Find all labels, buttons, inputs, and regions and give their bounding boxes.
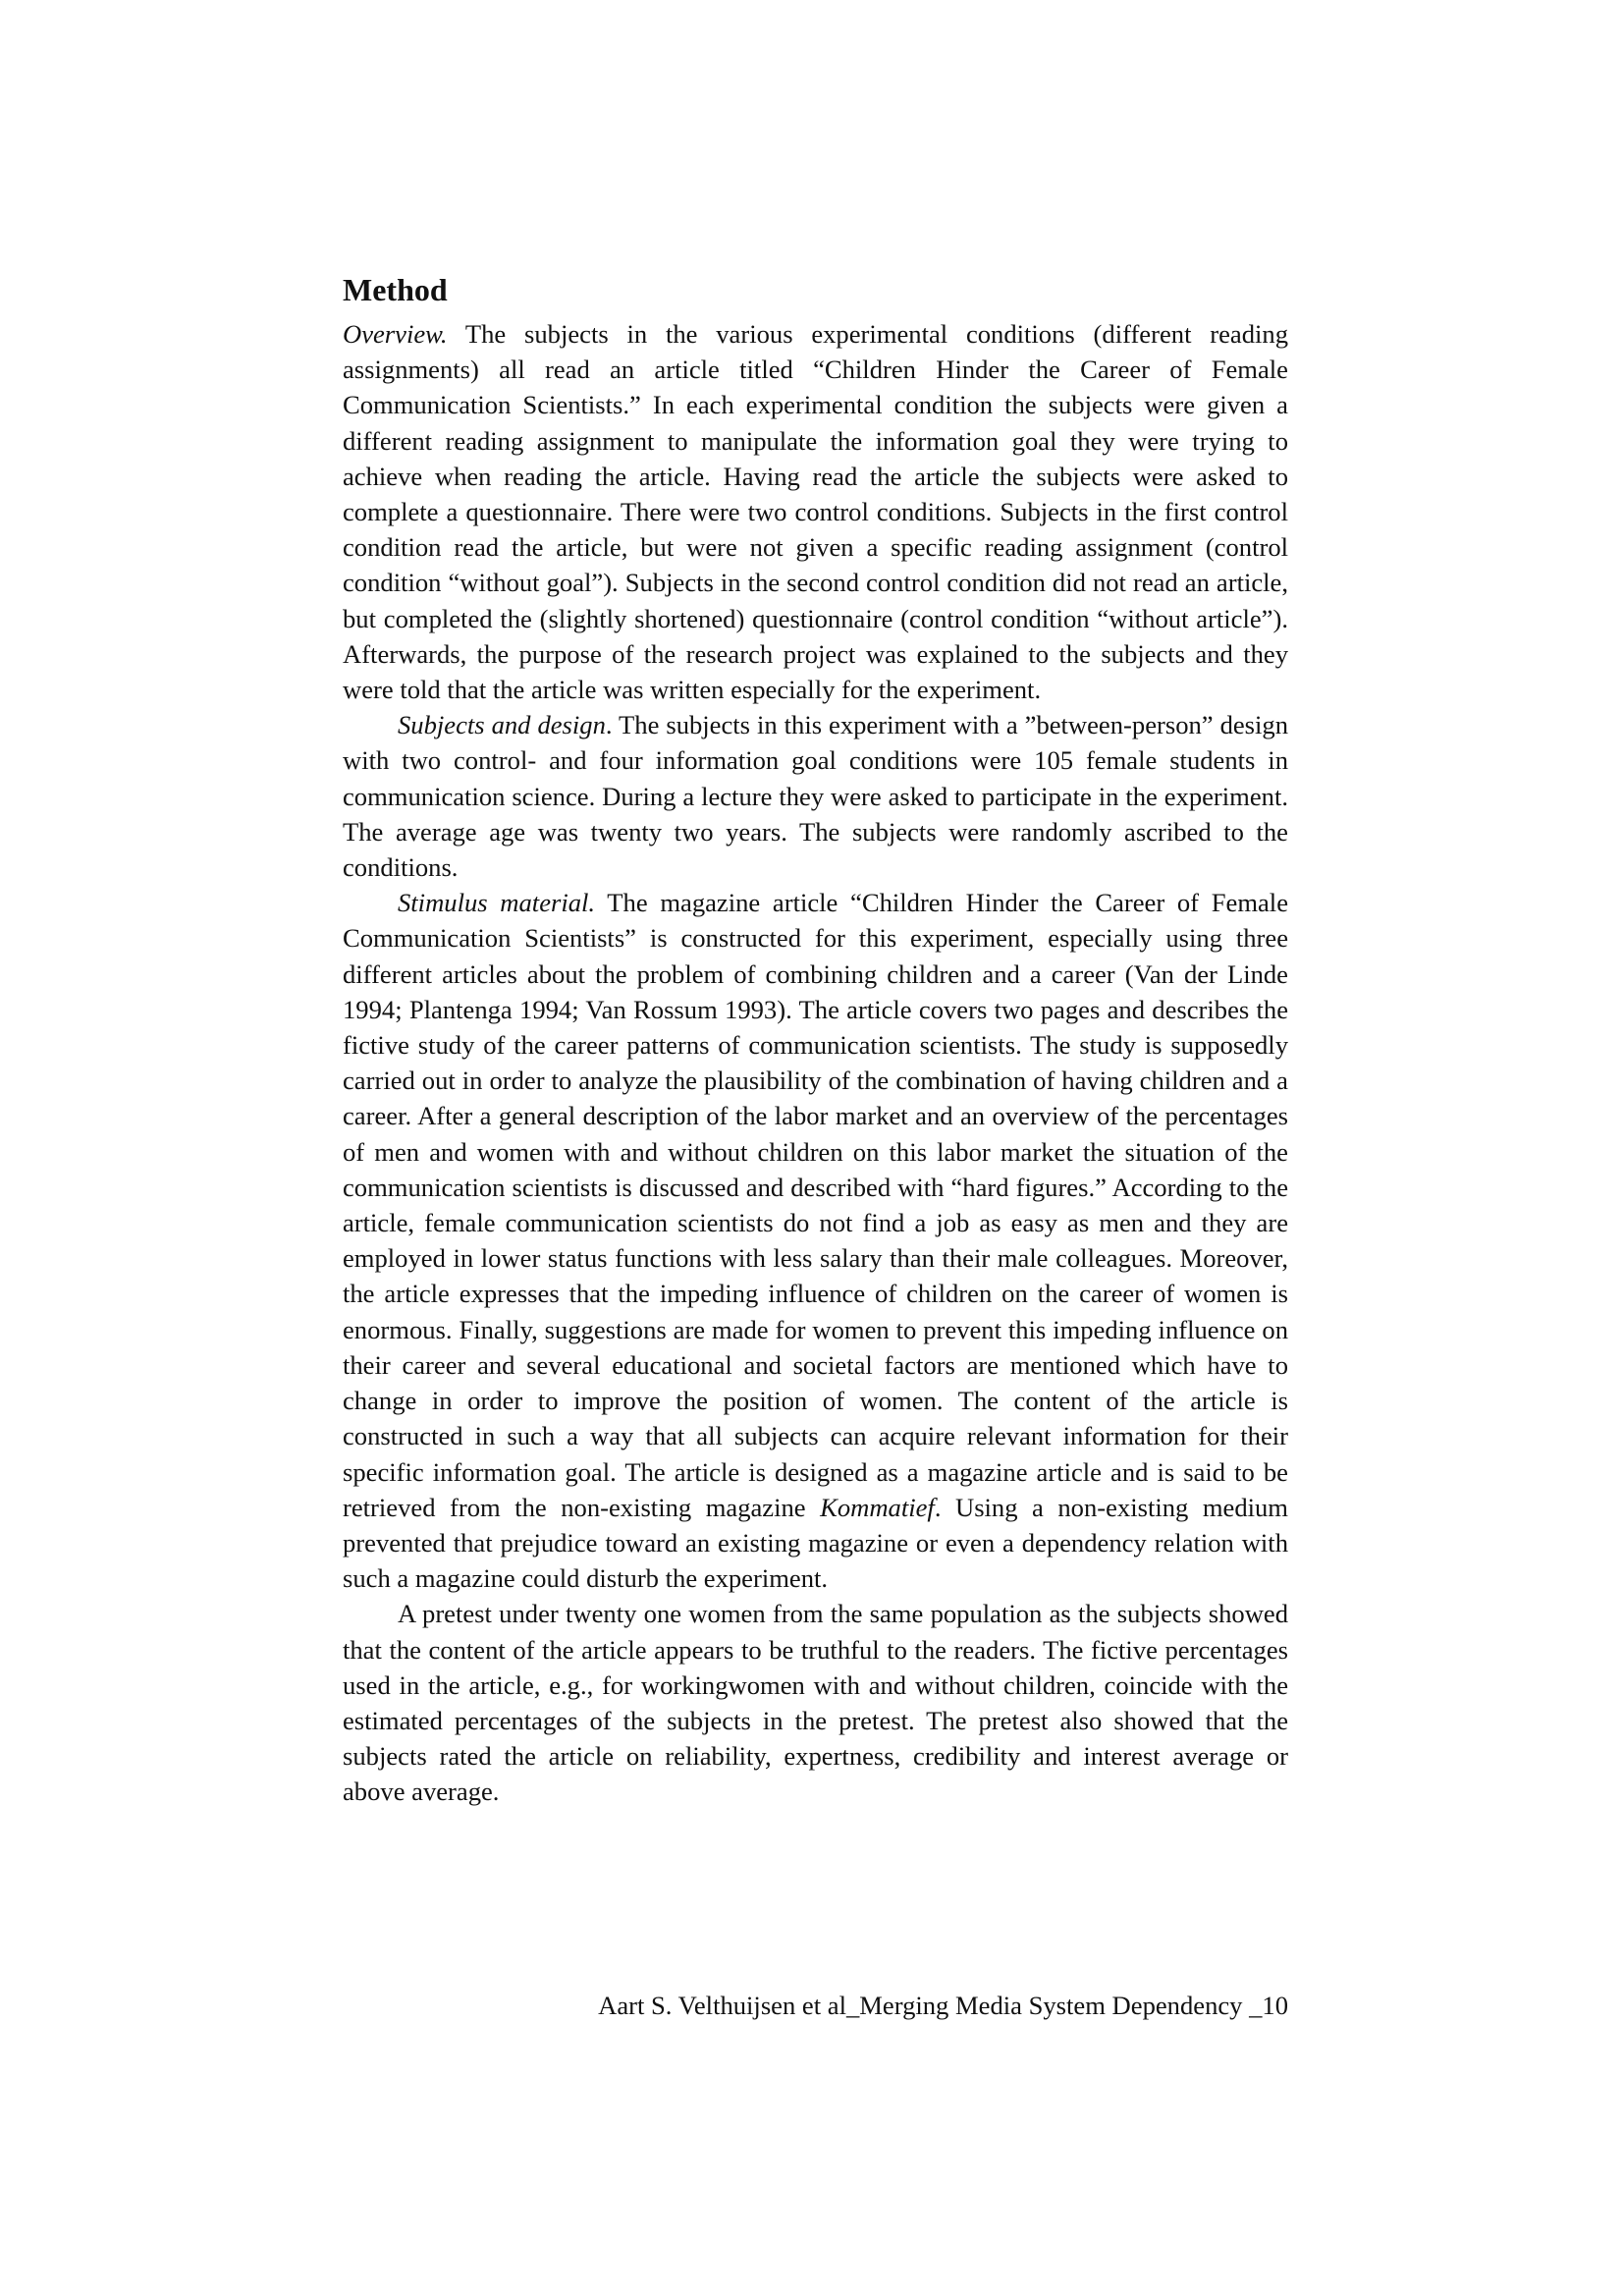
paragraph-lead-stimulus-material: Stimulus material. (398, 888, 596, 918)
paragraph-text-pretest: A pretest under twenty one women from the same population as the subjects showed that the content of the article appears to be truthful to the readers. The fictive percentages used in the article, e.g., for workingwomen with and without children, coincide with the estimated percentages of the subjects in the pretest. The pretest also showed that the subjects rated the article on reliability, expertness, credibility and interest average or above average. (343, 1599, 1288, 1807)
paragraph-stimulus-material (343, 885, 1288, 1596)
page-footer: Aart S. Velthuijsen et al_Merging Media System Dependency _10 (598, 1991, 1288, 2020)
paragraph-lead-overview: Overview. (343, 319, 448, 349)
paragraph-pretest (343, 1596, 1288, 1809)
section-heading: Method (343, 272, 448, 307)
paragraph-subjects-design (343, 707, 1288, 885)
paragraph-text-overview: The subjects in the various experimental conditions (different reading assignments) all read an article titled “Children Hinder the Career of Female Communication Scientists.” In each experimental condition the subjects were given a different reading assignment to manipulate the information goal they were trying to achieve when reading the article. Having read the article the subjects were asked to complete a questionnaire. There were two control conditions. Subjects in the first control condition read the article, but were not given a specific reading assignment (control condition “without goal”). Subjects in the second control condition did not read an article, but completed the (slightly shortened) questionnaire (control condition “without article”). Afterwards, the purpose of the research project was explained to the subjects and they were told that the article was written especially for the experiment. (343, 319, 1288, 705)
paragraph-text-stimulus-material: The magazine article “Children Hinder the Career of Female Communication Scientists” is constructed for this experiment, especially using three different articles about the problem of combining children and a career (Van der Linde 1994; Plantenga 1994; Van Rossum 1993). The article covers two pages and describes the fictive study of the career patterns of communication scientists. The study is supposedly carried out in order to analyze the plausibility of the combination of having children and a career. After a general description of the labor market and an overview of the percentages of men and women with and without children on this labor market the situation of the communication scientists is discussed and described with “hard figures.” According to the article, female communication scientists do not find a job as easy as men and they are employed in lower status functions with less salary than their male colleagues. Moreover, the article expresses that the impeding influence of children on the career of women is enormous. Finally, suggestions are made for women to prevent this impeding influence on their career and several educational and societal factors are mentioned which have to change in order to improve the position of women. The content of the article is constructed in such a way that all subjects can acquire relevant information for their specific information goal. The article is designed as a magazine article and is said to be retrieved from the non-existing magazine (343, 888, 1288, 1522)
paragraph-overview (343, 316, 1288, 707)
paragraph-text-subjects-design: . The subjects in this experiment with a ”between-person” design with two control- and four information goal conditions were 105 female students in communication science. During a lecture they were asked to participate in the experiment. The average age was twenty two years. The subjects were randomly ascribed to the conditions. (343, 710, 1288, 883)
paragraph-text-stimulus-material-end: . Using a non-existing medium prevented that prejudice toward an existing magazine or even a dependency relation with such a magazine could disturb the experiment. (343, 1492, 1288, 1594)
page-body (343, 265, 1288, 1810)
magazine-name: Kommatief (820, 1492, 935, 1522)
paragraph-lead-subjects-design: Subjects and design (398, 710, 606, 740)
